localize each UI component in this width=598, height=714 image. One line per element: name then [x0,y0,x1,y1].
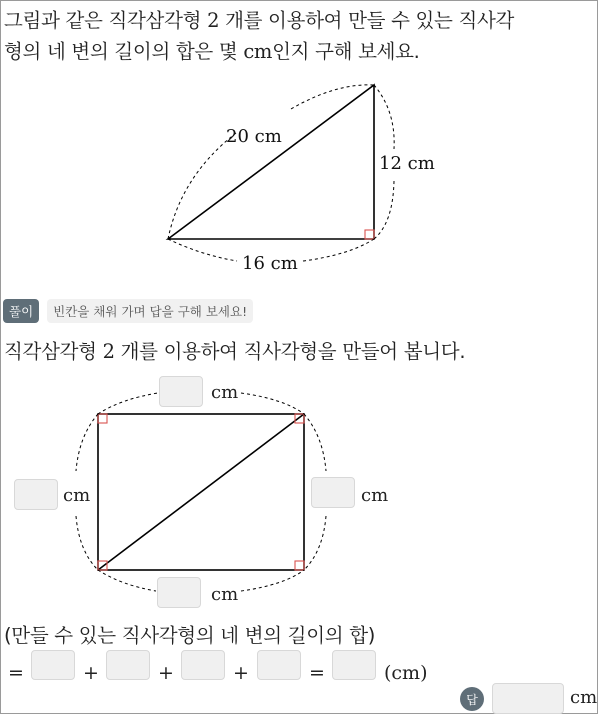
right-length-input[interactable] [311,477,355,508]
sum-total-input[interactable] [332,650,376,680]
corner-mark-tl [98,414,107,423]
bottom-brace [241,570,304,591]
hyp-label: 20 cm [226,126,282,147]
equals-sign-2: = [309,662,325,684]
right-brace [304,516,326,570]
rectangle-diagonal [98,414,304,570]
corner-mark-br [295,561,304,570]
answer-badge: 답 [460,687,484,711]
right-brace [304,414,326,471]
sum-caption: (만들 수 있는 직사각형의 네 변의 길이의 합) [4,624,376,647]
bottom-brace [98,570,156,591]
top-brace [98,393,158,414]
question-line-1: 그림과 같은 직각삼각형 2 개를 이용하여 만들 수 있는 직사각 [4,9,515,32]
sum-term-1-input[interactable] [31,650,75,680]
rectangle-figure [1,1,598,621]
left-length-input[interactable] [14,479,58,510]
sum-unit: (cm) [384,662,428,684]
height-label: 12 cm [379,153,435,174]
bottom-length-unit: cm [211,584,239,605]
solution-sentence: 직각삼각형 2 개를 이용하여 직사각형을 만들어 봅니다. [4,340,466,363]
equals-sign: = [8,662,24,684]
sum-term-3-input[interactable] [181,650,225,680]
answer-input[interactable] [492,683,564,714]
question-line-2: 형의 네 변의 길이의 합은 몇 cm인지 구해 보세요. [4,40,420,63]
right-length-unit: cm [361,485,389,506]
plus-sign-2: + [158,662,174,684]
top-length-unit: cm [211,382,239,403]
sum-term-2-input[interactable] [106,650,150,680]
answer-unit: cm [570,687,598,708]
left-length-unit: cm [63,485,91,506]
bottom-length-input[interactable] [157,577,201,608]
left-brace [76,516,98,570]
base-label: 16 cm [242,253,298,274]
top-length-input[interactable] [159,376,203,407]
plus-sign-1: + [83,662,99,684]
solution-hint: 빈칸을 채워 가며 답을 구해 보세요! [47,299,253,323]
top-brace [241,393,304,414]
left-brace [76,414,98,471]
plus-sign-3: + [233,662,249,684]
sum-term-4-input[interactable] [257,650,301,680]
solution-badge: 풀이 [3,299,39,323]
